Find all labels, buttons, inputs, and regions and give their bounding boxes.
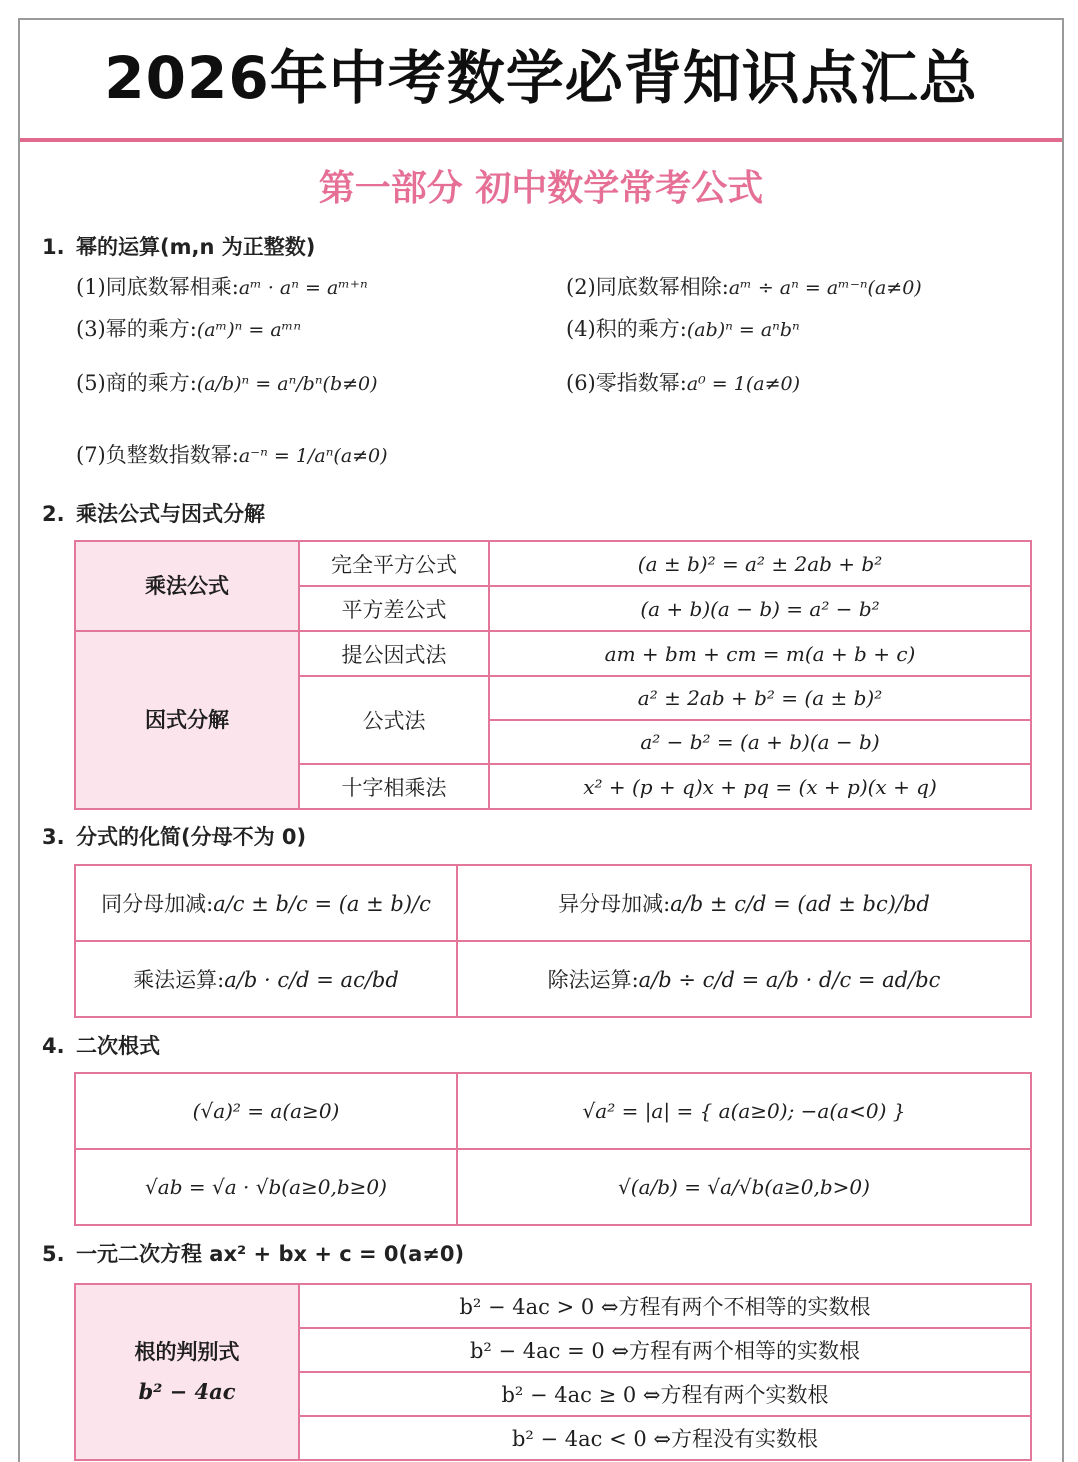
cell-formula: a/b ÷ c/d = a/b · d/c = ad/bc: [638, 968, 941, 992]
discriminant-table: [74, 1283, 1032, 1461]
fraction-cell: [75, 865, 457, 941]
item-label: (1)同底数幂相乘:: [76, 275, 239, 299]
formula-cell: (a + b)(a − b) = a² − b²: [489, 586, 1031, 631]
section-5-heading: [42, 1239, 464, 1269]
table-row: [75, 1149, 1031, 1225]
cell-label: 乘法运算:: [133, 968, 225, 992]
page-title: 2026年中考数学必背知识点汇总: [104, 44, 978, 112]
discriminant-header: [75, 1284, 299, 1460]
radical-cell: √(a/b) = √a/√b(a≥0,b>0): [457, 1149, 1031, 1225]
method-name: 十字相乘法: [299, 764, 489, 809]
section-title: 一元二次方程 ax² + bx + c = 0(a≠0): [76, 1242, 465, 1266]
section-2-heading: [42, 499, 265, 529]
section-number: 1.: [42, 235, 65, 259]
frame-top-border: [18, 18, 1064, 20]
item-label: (2)同底数幂相除:: [566, 275, 729, 299]
item-label: (5)商的乘方:: [76, 371, 197, 395]
frame-right-border: [1062, 18, 1064, 1462]
cell-formula: a/b ± c/d = (ad ± bc)/bd: [670, 892, 930, 916]
item-formula: aᵐ · aⁿ = aᵐ⁺ⁿ: [238, 277, 368, 299]
title-divider: [20, 138, 1062, 142]
header-formula: b² − 4ac: [138, 1379, 236, 1404]
radical-cell: (√a)² = a(a≥0): [75, 1073, 457, 1149]
formula-cell: a² ± 2ab + b² = (a ± b)²: [489, 676, 1031, 720]
formula-cell: x² + (p + q)x + pq = (x + p)(x + q): [489, 764, 1031, 809]
formula-cell: a² − b² = (a + b)(a − b): [489, 720, 1031, 764]
power-rule-item: [566, 314, 800, 345]
discriminant-row: b² − 4ac = 0 ⇔方程有两个相等的实数根: [299, 1328, 1031, 1372]
fraction-table: [74, 864, 1032, 1018]
table-row: [75, 1073, 1031, 1149]
section-number: 3.: [42, 825, 65, 849]
part-title: 第一部分 初中数学常考公式: [318, 168, 764, 209]
discriminant-row: b² − 4ac > 0 ⇔方程有两个不相等的实数根: [299, 1284, 1031, 1328]
radical-cell: √a² = |a| = { a(a≥0); −a(a<0) }: [457, 1073, 1031, 1149]
discriminant-row: b² − 4ac ≥ 0 ⇔方程有两个实数根: [299, 1372, 1031, 1416]
table-row: [75, 1284, 1031, 1328]
item-label: (6)零指数幂:: [566, 371, 687, 395]
row-group-header: 因式分解: [75, 631, 299, 809]
power-rule-item: [76, 440, 388, 471]
item-label: (3)幂的乘方:: [76, 317, 197, 341]
table-row: [75, 631, 1031, 676]
cell-label: 同分母加减:: [101, 892, 214, 916]
section-3-heading: [42, 822, 306, 852]
item-formula: aᵐ ÷ aⁿ = aᵐ⁻ⁿ(a≠0): [728, 277, 922, 299]
header-line: 根的判别式: [134, 1340, 240, 1364]
radical-table: [74, 1072, 1032, 1226]
table-row: [75, 941, 1031, 1017]
power-rule-item: [76, 314, 301, 345]
item-label: (4)积的乘方:: [566, 317, 687, 341]
section-title: 乘法公式与因式分解: [76, 502, 265, 526]
fraction-cell: [457, 941, 1031, 1017]
cell-formula: a/b · c/d = ac/bd: [224, 968, 399, 992]
cell-formula: a/c ± b/c = (a ± b)/c: [213, 892, 431, 916]
power-rule-item: [76, 368, 378, 399]
item-formula: (ab)ⁿ = aⁿbⁿ: [686, 319, 800, 341]
item-formula: a⁰ = 1(a≠0): [686, 373, 801, 395]
fraction-cell: [457, 865, 1031, 941]
method-name: 完全平方公式: [299, 541, 489, 586]
section-title: 二次根式: [76, 1034, 160, 1058]
item-label: (7)负整数指数幂:: [76, 443, 239, 467]
item-formula: (a/b)ⁿ = aⁿ/bⁿ(b≠0): [196, 373, 378, 395]
method-name: 公式法: [299, 676, 489, 764]
section-title: 分式的化简(分母不为 0): [76, 825, 307, 849]
table-row: [75, 541, 1031, 586]
section-number: 4.: [42, 1034, 65, 1058]
section-number: 5.: [42, 1242, 65, 1266]
cell-label: 异分母加减:: [558, 892, 671, 916]
table-row: [75, 865, 1031, 941]
power-rule-item: [76, 272, 368, 303]
frame-left-border: [18, 18, 20, 1462]
section-1-heading: [42, 232, 315, 262]
row-group-header: 乘法公式: [75, 541, 299, 631]
discriminant-row: b² − 4ac < 0 ⇔方程没有实数根: [299, 1416, 1031, 1460]
formula-cell: am + bm + cm = m(a + b + c): [489, 631, 1031, 676]
power-rule-item: [566, 272, 922, 303]
section-number: 2.: [42, 502, 65, 526]
fraction-cell: [75, 941, 457, 1017]
cell-label: 除法运算:: [547, 968, 639, 992]
formula-cell: (a ± b)² = a² ± 2ab + b²: [489, 541, 1031, 586]
method-name: 平方差公式: [299, 586, 489, 631]
section-title: 幂的运算(m,n 为正整数): [76, 235, 316, 259]
item-formula: (aᵐ)ⁿ = aᵐⁿ: [196, 319, 302, 341]
item-formula: a⁻ⁿ = 1/aⁿ(a≠0): [238, 445, 388, 467]
section-4-heading: [42, 1031, 160, 1061]
power-rule-item: [566, 368, 800, 399]
multiplication-factoring-table: [74, 540, 1032, 810]
method-name: 提公因式法: [299, 631, 489, 676]
radical-cell: √ab = √a · √b(a≥0,b≥0): [75, 1149, 457, 1225]
